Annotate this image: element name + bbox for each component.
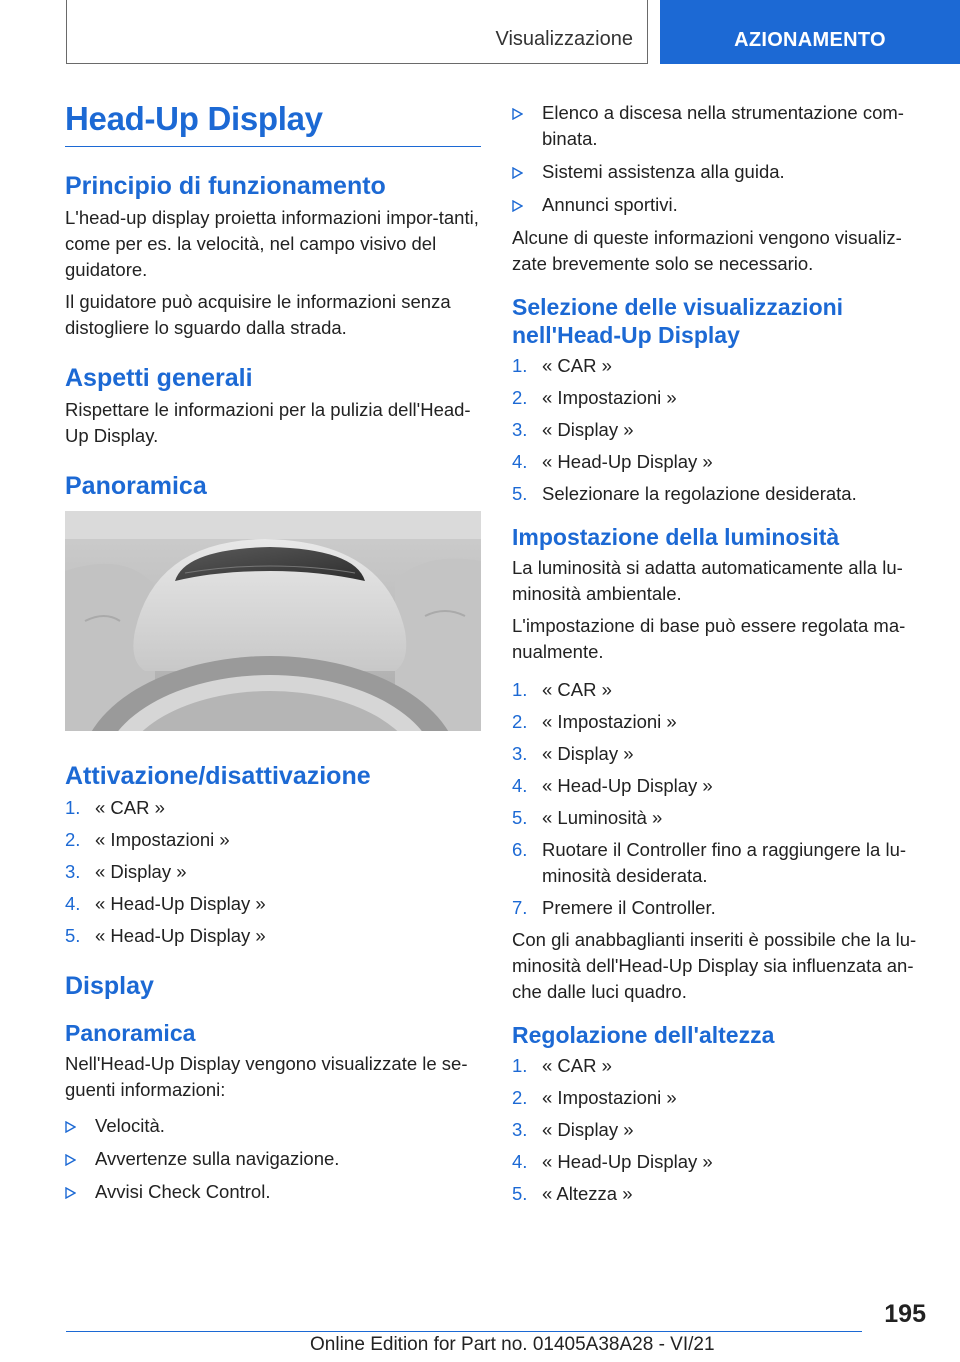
selection-steps (512, 353, 926, 507)
list-item: 4. « Head-Up Display » (65, 893, 266, 914)
page-title: Head-Up Display (65, 100, 481, 147)
list-item: 3. « Display » (512, 419, 634, 440)
header-section-label: Visualizzazione (495, 28, 633, 50)
header-chapter-label: AZIONAMENTO (734, 29, 886, 51)
list-item: 5. « Head-Up Display » (65, 925, 266, 946)
right-column (512, 100, 926, 1213)
triangle-right-icon (512, 100, 542, 152)
selection-heading: Selezione delle visualizzazioni nell'Head-Up Display (512, 294, 844, 348)
list-item: 3. « Display » (512, 743, 634, 764)
list-item: Sistemi assistenza alla guida. (512, 159, 926, 185)
triangle-right-icon (65, 1146, 95, 1172)
brightness-paragraph-1: La luminosità si adatta automaticamente alla lu-minosità ambientale. (512, 557, 903, 604)
list-item: 4. « Head-Up Display » (512, 1151, 713, 1172)
brightness-paragraph-2: L'impostazione di base può essere regolata ma-nualmente. (512, 615, 906, 662)
list-item: 5. « Luminosità » (512, 807, 663, 828)
header-chapter-tab (660, 0, 960, 64)
list-item: 1. « CAR » (512, 679, 612, 700)
footer-edition: Online Edition for Part no. 01405A38A28 - VI/21 (310, 1334, 715, 1355)
list-item: 2. « Impostazioni » (512, 711, 677, 732)
display-bullets (65, 1113, 481, 1205)
list-item: 2. « Impostazioni » (512, 1087, 677, 1108)
height-heading: Regolazione dell'altezza (512, 1022, 775, 1048)
brightness-heading: Impostazione della luminosità (512, 524, 840, 550)
brightness-paragraph-3: Con gli anabbaglianti inseriti è possibile che la lu-minosità dell'Head-Up Display sia influenzata an-che dalle luci quadro. (512, 929, 917, 1002)
principle-paragraph-1: L'head-up display proietta informazioni impor-tanti, come per es. la velocità, nel campo visivo del guidatore. (65, 207, 479, 280)
list-item: Velocità. (65, 1113, 481, 1139)
list-item: 3. « Display » (512, 1119, 634, 1140)
list-item: Avvisi Check Control. (65, 1179, 481, 1205)
list-item: 7. Premere il Controller. (512, 897, 716, 918)
triangle-right-icon (512, 192, 542, 218)
list-item: 5. « Altezza » (512, 1183, 633, 1204)
list-item: 1. « CAR » (512, 1055, 612, 1076)
activation-steps (65, 795, 481, 949)
left-column (65, 100, 481, 1212)
display-paragraph: Nell'Head-Up Display vengono visualizzate le se-guenti informazioni: (65, 1053, 468, 1100)
right-paragraph-1: Alcune di queste informazioni vengono visualiz-zate brevemente solo se necessario. (512, 227, 902, 274)
triangle-right-icon (65, 1113, 95, 1139)
list-item: 1. « CAR » (512, 355, 612, 376)
principle-paragraph-2: Il guidatore può acquisire le informazioni senza distogliere lo sguardo dalla strada. (65, 291, 451, 338)
display-bullets-continued (512, 100, 926, 218)
list-item: Elenco a discesa nella strumentazione com-binata. (512, 100, 926, 152)
page-number: 195 (884, 1300, 926, 1328)
overview-heading: Panoramica (65, 472, 207, 500)
triangle-right-icon (65, 1179, 95, 1205)
brightness-steps (512, 677, 926, 921)
activation-heading: Attivazione/disattivazione (65, 762, 371, 790)
list-item: 4. « Head-Up Display » (512, 451, 713, 472)
head-up-display-photo (65, 511, 481, 731)
list-item: 2. « Impostazioni » (65, 829, 230, 850)
height-steps (512, 1053, 926, 1207)
list-item: Avvertenze sulla navigazione. (65, 1146, 481, 1172)
display-heading: Display (65, 972, 154, 1000)
list-item: 3. « Display » (65, 861, 187, 882)
list-item: 5. Selezionare la regolazione desiderata. (512, 483, 857, 504)
display-overview-heading: Panoramica (65, 1020, 196, 1046)
list-item: 1. « CAR » (65, 797, 165, 818)
general-paragraph: Rispettare le informazioni per la pulizia dell'Head-Up Display. (65, 399, 471, 446)
triangle-right-icon (512, 159, 542, 185)
list-item: 4. « Head-Up Display » (512, 775, 713, 796)
header-section-tab (66, 0, 648, 64)
list-item: 2. « Impostazioni » (512, 387, 677, 408)
footer-divider (66, 1331, 862, 1332)
list-item: Annunci sportivi. (512, 192, 926, 218)
principle-heading: Principio di funzionamento (65, 172, 386, 200)
list-item: 6. Ruotare il Controller fino a raggiungere la lu-minosità desiderata. (512, 839, 907, 886)
general-heading: Aspetti generali (65, 364, 253, 392)
